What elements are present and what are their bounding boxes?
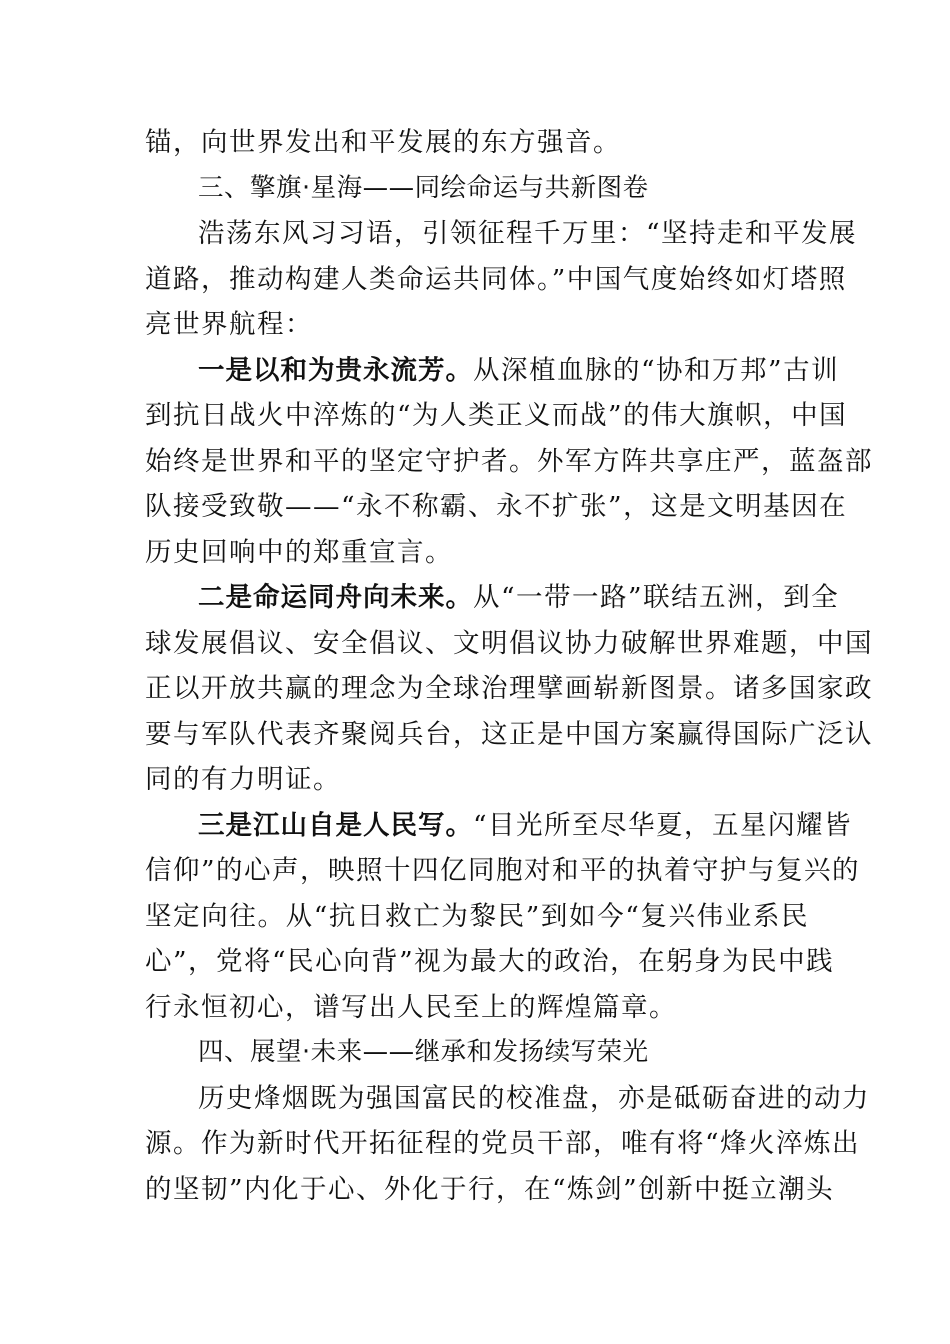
point-1-lead: 一是以和为贵永流芳。 [198, 354, 473, 386]
point-3-line: 心”，党将“民心向背”视为最大的政治，在躬身为民中践 [145, 946, 835, 977]
section-3-heading: 三、擎旗·星海——同绘命运与共新图卷 [198, 172, 649, 203]
section-3-intro-line: 浩荡东风习习语，引领征程千万里：“坚持走和平发展 [198, 218, 858, 249]
section-4-line: 源。作为新时代开拓征程的党员干部，唯有将“烽火淬炼出 [145, 1128, 861, 1159]
point-2-line: 球发展倡议、安全倡议、文明倡议协力破解世界难题，中国 [145, 627, 873, 659]
opening-line: 锚，向世界发出和平发展的东方强音。 [145, 127, 621, 158]
point-3-lead: 三是江山自是人民写。 [198, 809, 473, 841]
point-2-line: 同的有力明证。 [145, 764, 341, 795]
point-3-line: 坚定向往。从“抗日救亡为黎民”到如今“复兴伟业系民 [145, 900, 809, 932]
point-2-lead: 二是命运同舟向未来。 [198, 582, 473, 613]
section-4-line: 历史烽烟既为强国富民的校准盘，亦是砥砺奋进的动力 [198, 1082, 870, 1114]
point-1-line: 队接受致敬——“永不称霸、永不扩张”，这是文明基因在 [145, 491, 848, 522]
point-2-line: 正以开放共赢的理念为全球治理擘画崭新图景。诸多国家政 [145, 673, 873, 704]
point-1-first-line [145, 348, 840, 394]
point-3-line: 信仰”的心声，映照十四亿同胞对和平的执着守护与复兴的 [145, 855, 861, 886]
point-2-first-line [145, 575, 840, 621]
point-2-first-line-rest: 从“一带一路”联结五洲，到全 [473, 582, 840, 613]
document-body [145, 120, 873, 1212]
section-4-line: 的坚韧”内化于心、外化于行，在“炼剑”创新中挺立潮头 [145, 1173, 835, 1205]
point-3-first-line-rest: “目光所至尽华夏，五星闪耀皆 [473, 809, 853, 841]
section-4-heading: 四、展望·未来——继承和发扬续写荣光 [198, 1037, 649, 1067]
point-1-line: 历史回响中的郑重宣言。 [145, 536, 453, 568]
point-2-line: 要与军队代表齐聚阅兵台，这正是中国方案赢得国际广泛认 [145, 718, 873, 750]
point-3-line: 行永恒初心，谱写出人民至上的辉煌篇章。 [145, 991, 677, 1023]
section-3-intro-line: 亮世界航程： [145, 309, 313, 340]
section-3-intro-line: 道路，推动构建人类命运共同体。”中国气度始终如灯塔照 [145, 263, 847, 295]
point-1-line: 始终是世界和平的坚定守护者。外军方阵共享庄严，蓝盔部 [145, 445, 873, 477]
point-1-line: 到抗日战火中淬炼的“为人类正义而战”的伟大旗帜，中国 [145, 400, 848, 431]
point-1-first-line-rest: 从深植血脉的“协和万邦”古训 [473, 354, 840, 386]
point-3-first-line [145, 803, 853, 849]
